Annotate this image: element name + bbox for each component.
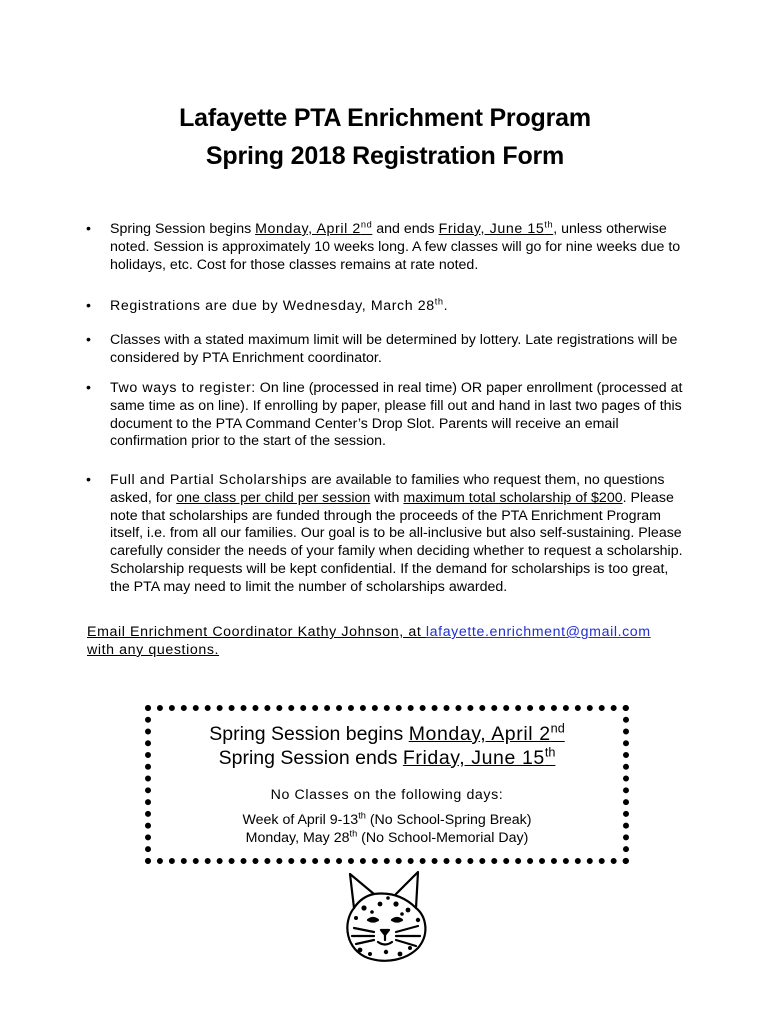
contact-line: Email Enrichment Coordinator Kathy Johnson, at lafayette.enrichment@gmail.com with any questions. — [87, 624, 651, 658]
start-date: Monday, April 2nd — [255, 219, 373, 237]
box-memorial-day: Monday, May 28th (No School-Memorial Day) — [245, 828, 529, 846]
email-link[interactable]: lafayette.enrichment@gmail.com — [425, 624, 651, 640]
box-no-classes-label: No Classes on the following days: — [270, 787, 504, 803]
end-date: Friday, June 15th — [438, 219, 554, 237]
list-item-scholarships: • Full and Partial Scholarships are available to families who request them, no questions asked, for one class per child per session with maximum total scholarship of $200. Please note that scholarships are funded through the proceeds of the PTA Enrichment Program itself, i.e. from all our families. Our goal is to be all-inclusive but also self-sustaining. Please carefully consider the needs of your family when deciding whether to request a scholarship. Scholarship requests will be kept confidential. If the demand for scholarships is too great, the PTA may need to limit the number of scholarships awarded. — [86, 472, 683, 595]
list-item-registration-deadline: • Registrations are due by Wednesday, March 28th. — [86, 296, 449, 314]
box-start-line: Spring Session begins Monday, April 2nd — [209, 721, 565, 745]
list-item-session-dates: • Spring Session begins Monday, April 2nd and ends Friday, June 15th, unless otherwise noted. Session is approximately 10 weeks long. A few classes will go for nine weeks due to holidays, etc. Cost for those classes remains at rate noted. — [86, 219, 681, 273]
page-subtitle: Spring 2018 Registration Form — [205, 142, 565, 170]
bullet-icon: • — [86, 332, 91, 348]
list-item-register-ways: • Two ways to register: On line (processed in real time) OR paper enrollment (processed at same time as on line). If enrolling by paper, please fill out and hand in last two pages of this document to the PTA Command Center’s Drop Slot. Parents will receive an email confirmation prior to the start of the session. — [86, 380, 683, 450]
box-spring-break: Week of April 9-13th (No School-Spring Break) — [242, 810, 532, 828]
page-title: Lafayette PTA Enrichment Program — [179, 104, 591, 132]
bullet-icon: • — [86, 221, 91, 237]
bullet-icon: • — [86, 472, 91, 488]
bullet-icon: • — [86, 298, 92, 314]
list-item-lottery: • Classes with a stated maximum limit will be determined by lottery. Late registrations will be considered by PTA Enrichment coordinator. — [86, 332, 678, 366]
bullet-icon: • — [86, 380, 91, 396]
cat-face-icon — [340, 868, 430, 964]
box-end-line: Spring Session ends Friday, June 15th — [218, 745, 556, 769]
